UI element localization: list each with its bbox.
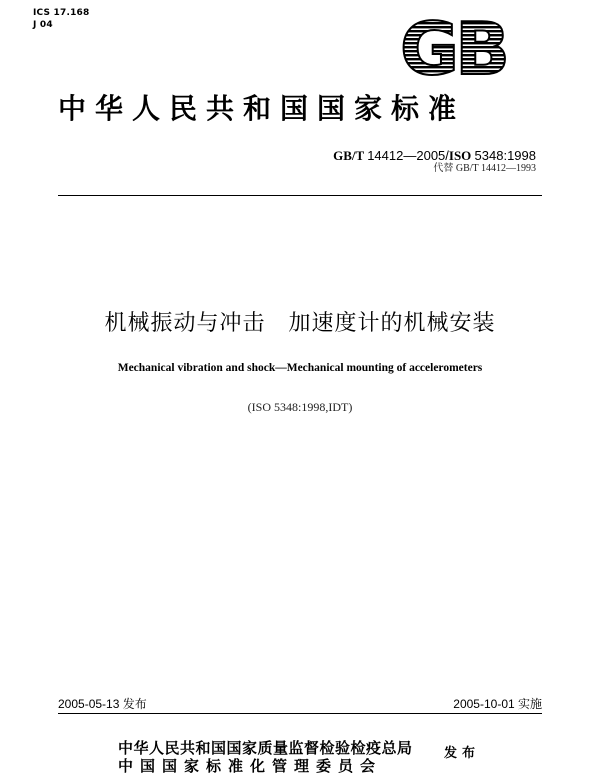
replaces-note: 代替 GB/T 14412—1993 — [433, 163, 536, 174]
issuer-sac: 中国国家标准化管理委员会 — [118, 757, 383, 775]
ics-code: ICS 17.168 — [33, 8, 90, 18]
iso-equivalence: (ISO 5348:1998,IDT) — [247, 400, 353, 414]
title-chinese: 机械振动与冲击 加速度计的机械安装 — [104, 311, 496, 336]
standard-number — [333, 148, 536, 164]
issuer-aqsiq: 中华人民共和国国家质量监督检验检疫总局 — [118, 739, 413, 757]
standard-number-body: 14412—2005/ — [367, 148, 449, 163]
ccs-code: J 04 — [33, 20, 53, 30]
title-english: Mechanical vibration and shock—Mechanical mounting of accelerometers — [117, 362, 483, 374]
iso-prefix: ISO — [448, 148, 472, 163]
standard-number-prefix: GB/T — [333, 148, 364, 163]
publish-label: 发布 — [444, 746, 481, 761]
issue-date: 2005-05-13 发布 — [58, 697, 147, 711]
gb-logo-icon — [395, 14, 511, 80]
footer-divider — [58, 713, 542, 714]
implementation-date: 2005-10-01 实施 — [453, 697, 542, 711]
organization-title: 中华人民共和国国家标准 — [58, 92, 466, 125]
iso-number-body: 5348:1998 — [474, 148, 536, 163]
gb-logo-text: GB — [400, 14, 506, 80]
header-divider — [58, 195, 542, 196]
